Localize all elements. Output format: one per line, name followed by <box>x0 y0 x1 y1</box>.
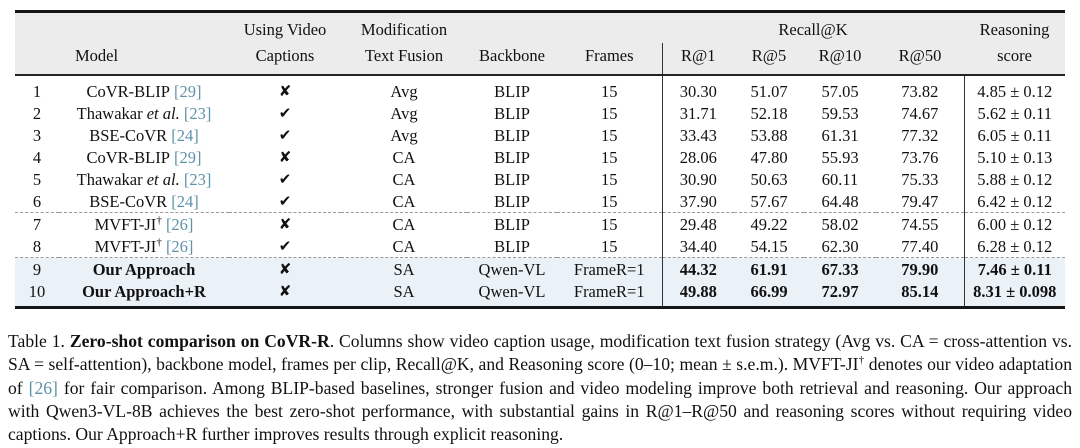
r1-cell: 44.32 <box>662 258 734 281</box>
header-spacer <box>15 43 59 75</box>
table-row <box>15 75 1065 102</box>
check-icon: ✔ <box>278 170 292 188</box>
citation-ref[interactable]: [26] <box>28 377 58 398</box>
table-body <box>15 75 1065 308</box>
header-spacer <box>557 12 662 44</box>
r1-cell: 49.88 <box>662 280 734 308</box>
frames-cell: 15 <box>557 213 662 236</box>
reasoning-cell: 6.00 ± 0.12 <box>964 213 1065 236</box>
citation-ref[interactable]: [26] <box>165 236 194 256</box>
fusion-cell: CA <box>392 147 416 167</box>
col-header-modification-line1: Modification <box>341 12 467 44</box>
table-row <box>15 146 1065 168</box>
frames-cell: 15 <box>601 236 618 256</box>
col-header-backbone: Backbone <box>467 43 557 75</box>
r10-cell: 67.33 <box>804 258 876 281</box>
table-row <box>15 258 1065 281</box>
model-cell <box>59 213 229 236</box>
model-cell <box>59 102 229 124</box>
row-number: 3 <box>32 125 42 145</box>
r10-cell: 61.31 <box>821 125 859 145</box>
col-header-reasoning-line1: Reasoning <box>964 12 1065 44</box>
r1-cell: 28.06 <box>662 146 734 168</box>
backbone-cell: BLIP <box>494 147 530 167</box>
reasoning-cell: 5.62 ± 0.11 <box>964 102 1065 124</box>
fusion-cell: Avg <box>390 81 418 101</box>
model-name: MVFT-JI <box>94 236 157 256</box>
frames-cell: 15 <box>601 81 618 101</box>
r5-cell: 57.67 <box>750 191 788 211</box>
r50-cell: 77.32 <box>901 125 939 145</box>
frames-cell: 15 <box>601 125 618 145</box>
frames-cell: FrameR=1 <box>557 280 662 308</box>
model-cell <box>59 168 229 190</box>
r10-cell: 72.97 <box>804 280 876 308</box>
fusion-cell: CA <box>392 236 416 256</box>
model-cell <box>59 258 229 281</box>
model-cell <box>59 124 229 146</box>
caption-body-1: . Columns show video caption usage, modification text fusion strategy (Avg vs. CA = cross-attention vs. SA = self-attention), backbone model, frames per clip, Recall@K, and Reasoning score (0–10; mean ± s.e.m.). MVFT-JI <box>8 331 1072 375</box>
caption-usage-cell <box>229 258 341 281</box>
backbone-cell: BLIP <box>494 169 530 189</box>
citation-ref[interactable]: [29] <box>174 81 202 101</box>
model-name: CoVR-BLIP <box>86 147 170 167</box>
caption-usage-cell <box>229 146 341 168</box>
cross-icon: ✘ <box>278 148 292 166</box>
frames-cell: 15 <box>601 147 618 167</box>
r1-cell: 33.43 <box>662 124 734 146</box>
row-number: 10 <box>15 280 59 308</box>
model-name: Thawakar <box>76 169 143 189</box>
citation-ref[interactable]: [24] <box>171 191 199 211</box>
r1-cell: 34.40 <box>662 235 734 258</box>
row-number: 2 <box>32 103 42 123</box>
caption-usage-cell <box>229 213 341 236</box>
frames-cell: 15 <box>601 191 618 211</box>
r5-cell: 52.18 <box>750 103 788 123</box>
reasoning-cell: 6.05 ± 0.11 <box>964 124 1065 146</box>
col-header-modification-line2: Text Fusion <box>341 43 467 75</box>
reasoning-cell: 5.88 ± 0.12 <box>964 168 1065 190</box>
caption-usage-cell <box>229 235 341 258</box>
header-group-row <box>15 12 1065 44</box>
r5-cell: 61.91 <box>734 258 804 281</box>
r10-cell: 58.02 <box>804 213 876 236</box>
caption-usage-cell <box>229 280 341 308</box>
r5-cell: 54.15 <box>750 236 788 256</box>
frames-cell: 15 <box>601 169 618 189</box>
fusion-cell: Avg <box>390 103 418 123</box>
caption-usage-cell <box>229 102 341 124</box>
r5-cell: 51.07 <box>750 81 788 101</box>
col-header-r5: R@5 <box>734 43 804 75</box>
row-number: 5 <box>32 169 42 189</box>
col-header-r10: R@10 <box>804 43 876 75</box>
r50-cell: 75.33 <box>901 169 939 189</box>
cross-icon: ✘ <box>278 82 292 100</box>
backbone-cell: BLIP <box>494 191 530 211</box>
model-name: MVFT-JI <box>94 214 157 234</box>
table-row <box>15 213 1065 236</box>
reasoning-cell: 6.28 ± 0.12 <box>964 235 1065 258</box>
citation-ref[interactable]: [23] <box>183 103 212 123</box>
table-row <box>15 102 1065 124</box>
table-row <box>15 235 1065 258</box>
reasoning-cell: 8.31 ± 0.098 <box>964 280 1065 308</box>
cross-icon: ✘ <box>278 260 292 278</box>
col-header-r1: R@1 <box>662 43 734 75</box>
header-sub-row <box>15 43 1065 75</box>
col-header-reasoning-line2: score <box>964 43 1065 75</box>
backbone-cell: BLIP <box>467 213 557 236</box>
table-row <box>15 280 1065 308</box>
model-name: BSE-CoVR <box>89 191 168 211</box>
caption-body-2: denotes our video adaptation of <box>8 354 1073 398</box>
r50-cell: 85.14 <box>876 280 964 308</box>
frames-cell: FrameR=1 <box>557 258 662 281</box>
r50-cell: 73.82 <box>901 81 939 101</box>
model-cell <box>59 146 229 168</box>
col-header-frames: Frames <box>557 43 662 75</box>
row-number: 1 <box>32 81 42 101</box>
r50-cell: 79.90 <box>876 258 964 281</box>
fusion-cell: CA <box>392 191 416 211</box>
table-header <box>15 12 1065 76</box>
r50-cell: 74.55 <box>876 213 964 236</box>
caption-usage-cell <box>229 168 341 190</box>
row-number: 7 <box>15 213 59 236</box>
r5-cell: 53.88 <box>750 125 788 145</box>
check-icon: ✔ <box>278 104 292 122</box>
col-header-model: Model <box>59 43 229 75</box>
cross-icon: ✘ <box>278 282 292 300</box>
r5-cell: 49.22 <box>734 213 804 236</box>
r1-cell: 31.71 <box>662 102 734 124</box>
backbone-cell: BLIP <box>494 81 530 101</box>
caption-label: Table 1. <box>8 331 70 351</box>
backbone-cell: BLIP <box>494 125 530 145</box>
r1-cell: 30.30 <box>662 75 734 102</box>
r1-cell: 29.48 <box>662 213 734 236</box>
model-cell <box>59 235 229 258</box>
model-cell <box>59 280 229 308</box>
r10-cell: 64.48 <box>821 191 859 211</box>
model-cell <box>59 190 229 213</box>
dagger-mark: † <box>858 354 865 367</box>
model-name: CoVR-BLIP <box>86 81 170 101</box>
fusion-cell: SA <box>341 258 467 281</box>
r10-cell: 62.30 <box>821 236 859 256</box>
model-etal: et al. <box>142 169 180 189</box>
model-etal: et al. <box>142 103 180 123</box>
table-caption <box>8 330 1072 446</box>
table-row <box>15 124 1065 146</box>
fusion-cell: CA <box>341 213 467 236</box>
row-number: 4 <box>32 147 42 167</box>
frames-cell: 15 <box>601 103 618 123</box>
caption-usage-cell <box>229 75 341 102</box>
model-name: BSE-CoVR <box>89 125 168 145</box>
caption-usage-cell <box>229 190 341 213</box>
r10-cell: 57.05 <box>821 81 859 101</box>
header-spacer <box>15 12 229 44</box>
r1-cell: 37.90 <box>662 190 734 213</box>
backbone-cell: Qwen-VL <box>467 280 557 308</box>
r5-cell: 66.99 <box>734 280 804 308</box>
r50-cell: 77.40 <box>901 236 939 256</box>
citation-ref[interactable]: [26] <box>165 214 194 234</box>
r50-cell: 79.47 <box>901 191 939 211</box>
check-icon: ✔ <box>278 237 292 255</box>
backbone-cell: BLIP <box>494 103 530 123</box>
r10-cell: 59.53 <box>821 103 859 123</box>
results-table <box>15 10 1065 309</box>
table-row <box>15 190 1065 213</box>
citation-ref[interactable]: [24] <box>171 125 199 145</box>
row-number: 8 <box>32 236 42 256</box>
r50-cell: 74.67 <box>901 103 939 123</box>
r10-cell: 55.93 <box>821 147 859 167</box>
dagger-mark: † <box>156 236 162 248</box>
reasoning-cell: 4.85 ± 0.12 <box>964 75 1065 102</box>
model-name: Thawakar <box>76 103 143 123</box>
check-icon: ✔ <box>278 192 292 210</box>
caption-usage-cell <box>229 124 341 146</box>
fusion-cell: Avg <box>390 125 418 145</box>
header-spacer <box>467 12 557 44</box>
caption-body-3: for fair comparison. Among BLIP-based baselines, stronger fusion and video modeling improve both retrieval and reasoning. Our approach with Qwen3-VL-8B achieves the best zero-shot performance, with substantial gains in R@1–R@50 and reasoning scores without requiring video captions. Our Approach+R further improves results through explicit reasoning. <box>8 377 1072 445</box>
col-group-recall: Recall@K <box>662 12 964 44</box>
r10-cell: 60.11 <box>821 169 859 189</box>
row-number: 6 <box>32 191 42 211</box>
r50-cell: 73.76 <box>901 147 939 167</box>
backbone-cell: BLIP <box>494 236 530 256</box>
reasoning-cell: 6.42 ± 0.12 <box>964 190 1065 213</box>
table-row <box>15 168 1065 190</box>
row-number: 9 <box>15 258 59 281</box>
fusion-cell: CA <box>392 169 416 189</box>
col-header-r50: R@50 <box>876 43 964 75</box>
citation-ref[interactable]: [23] <box>183 169 212 189</box>
dagger-mark: † <box>156 214 162 226</box>
r1-cell: 30.90 <box>662 168 734 190</box>
r5-cell: 50.63 <box>750 169 788 189</box>
citation-ref[interactable]: [29] <box>174 147 202 167</box>
check-icon: ✔ <box>278 126 292 144</box>
reasoning-cell: 5.10 ± 0.13 <box>964 146 1065 168</box>
reasoning-cell: 7.46 ± 0.11 <box>964 258 1065 281</box>
model-cell <box>59 75 229 102</box>
r5-cell: 47.80 <box>750 147 788 167</box>
model-name: Our Approach <box>92 259 196 279</box>
col-header-using-video-line1: Using Video <box>229 12 341 44</box>
model-name: Our Approach+R <box>82 281 206 301</box>
caption-title: Zero-shot comparison on CoVR-R <box>69 331 330 351</box>
cross-icon: ✘ <box>278 215 292 233</box>
col-header-using-video-line2: Captions <box>229 43 341 75</box>
backbone-cell: Qwen-VL <box>467 258 557 281</box>
fusion-cell: SA <box>341 280 467 308</box>
